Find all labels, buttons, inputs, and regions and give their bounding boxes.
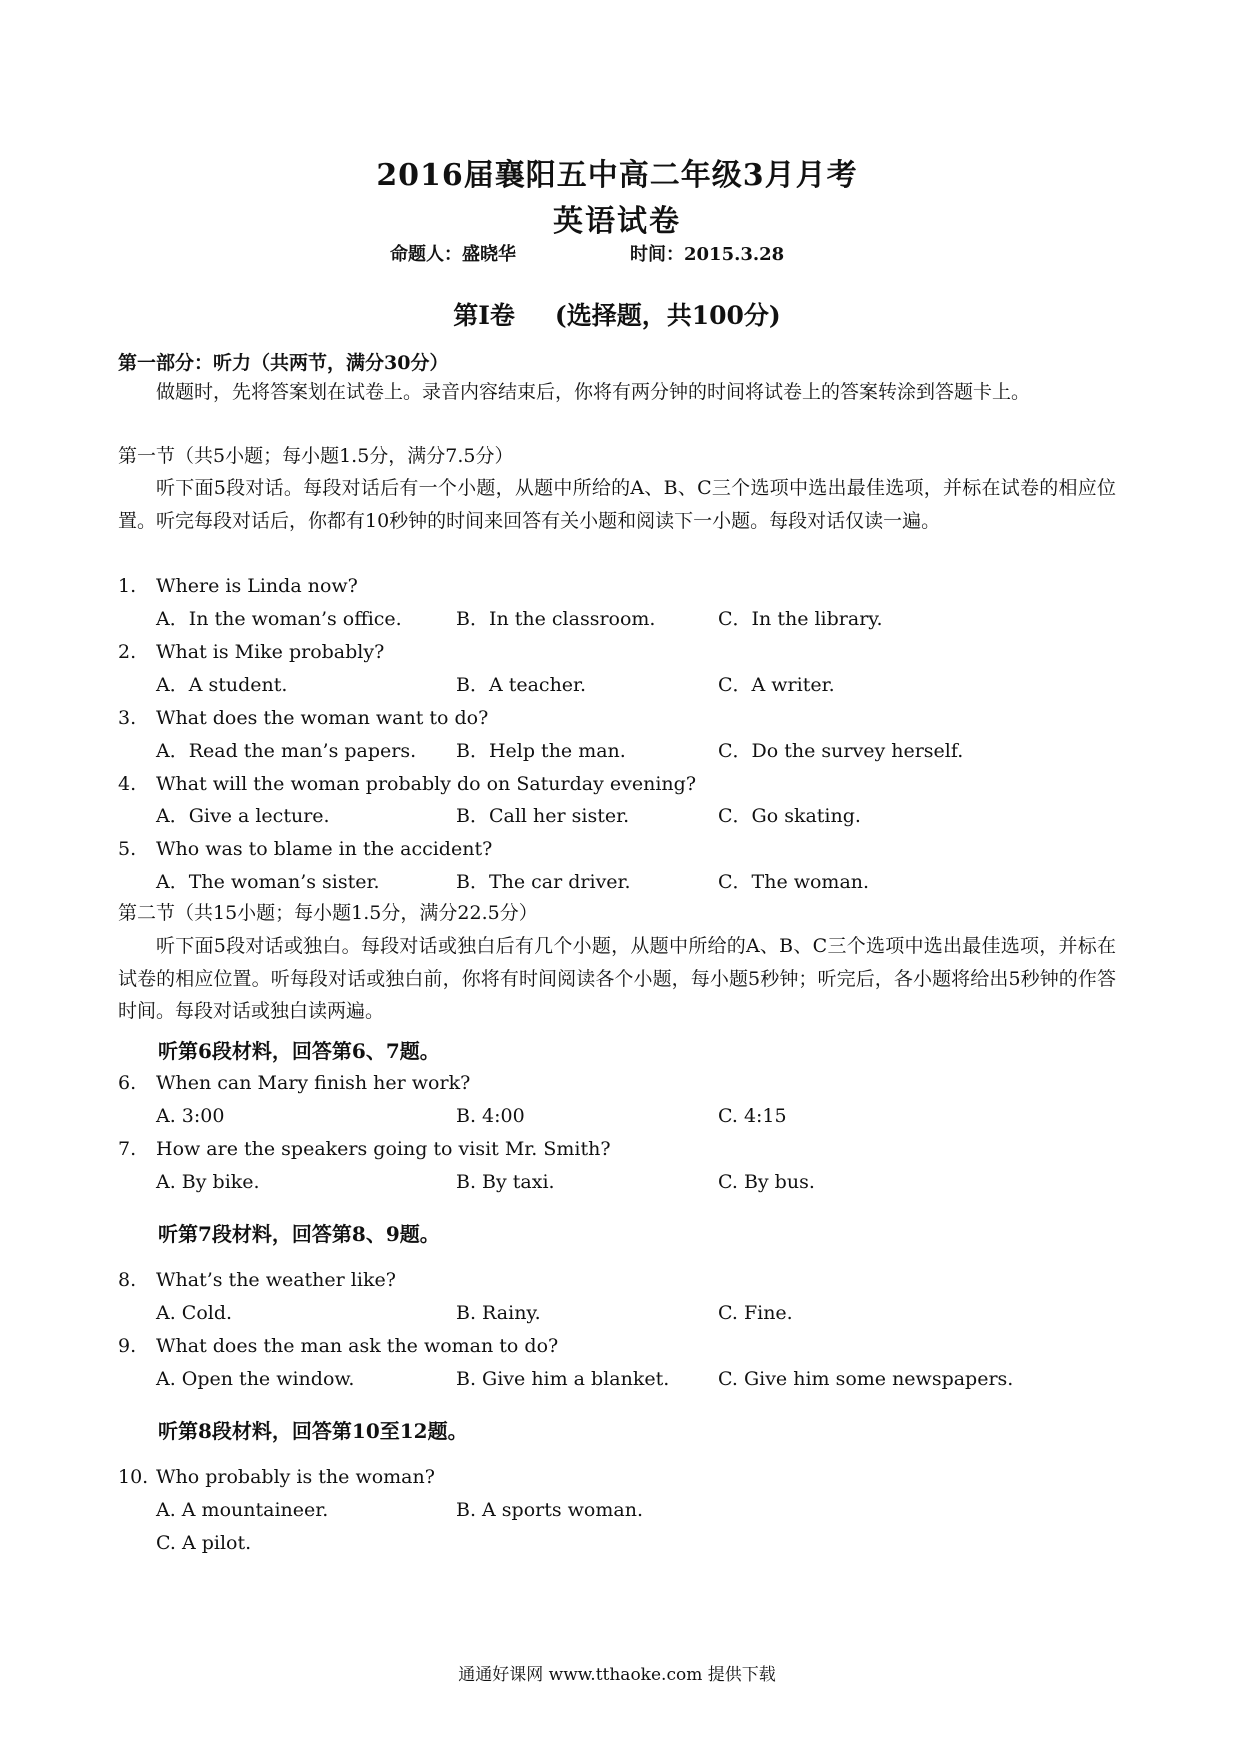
option-b: B. Give him a blanket. [456,1368,670,1390]
option-a: A. Open the window. [156,1368,355,1390]
question-8 [118,1267,396,1293]
options-7 [156,1169,1056,1195]
part1-instruction: 做题时，先将答案划在试卷上。录音内容结束后，你将有两分钟的时间将试卷上的答案转涂到答题卡上。 [156,381,1031,403]
question-text: What does the man ask the woman to do? [156,1335,559,1357]
exam-date: 时间：2015.3.28 [630,244,785,265]
option-a: A. Cold. [156,1302,233,1324]
option-a: A．The woman’s sister. [156,871,380,893]
question-text: How are the speakers going to visit Mr. Smith? [156,1138,611,1160]
option-b: B．Help the man. [456,740,626,762]
option-b: B．In the classroom. [456,608,656,630]
material-6-heading: 听第6段材料，回答第6、7题。 [158,1039,440,1063]
question-number: 4. [118,773,137,795]
section2-heading: 第二节（共15小题；每小题1.5分，满分22.5分） [118,902,538,924]
question-number: 10. [118,1466,149,1488]
question-number: 9. [118,1335,137,1357]
question-text: What does the woman want to do? [156,707,489,729]
question-text: When can Mary finish her work? [156,1072,471,1094]
question-text: What’s the weather like? [156,1269,396,1291]
option-c: C．Do the survey herself. [718,740,964,762]
options-10 [156,1497,1056,1523]
question-10 [118,1464,435,1490]
option-b: B．Call her sister. [456,805,630,827]
option-a: A. 3:00 [156,1105,225,1127]
options-1 [156,606,1056,632]
section1-heading: 第一节（共5小题；每小题1.5分，满分7.5分） [118,445,514,467]
question-number: 8. [118,1269,137,1291]
question-number: 3. [118,707,137,729]
option-a: A．Give a lecture. [156,805,330,827]
material-8-heading: 听第8段材料，回答第10至12题。 [158,1419,468,1443]
option-a: A. By bike. [156,1171,260,1193]
material-7-heading: 听第7段材料，回答第8、9题。 [158,1222,440,1246]
option-b: B．The car driver. [456,871,631,893]
option-a: A．A student. [156,674,288,696]
question-7 [118,1136,611,1162]
question-number: 2. [118,641,137,663]
options-3 [156,738,1056,764]
byline [390,240,785,266]
question-4 [118,771,696,797]
option-c: C. Fine. [718,1302,793,1324]
question-5 [118,836,492,862]
option-b: B. Rainy. [456,1302,541,1324]
question-text: Who probably is the woman? [156,1466,435,1488]
author: 命题人：盛晓华 [390,244,516,265]
question-text: Who was to blame in the accident? [156,838,493,860]
option-a: A. A mountaineer. [156,1499,329,1521]
question-text: What is Mike probably? [156,641,385,663]
volume-name: 第Ⅰ卷 [453,301,515,330]
options-8 [156,1300,1056,1326]
question-9 [118,1333,558,1359]
options-6 [156,1103,1056,1129]
exam-subtitle: 英语试卷 [553,204,681,239]
question-2 [118,639,384,665]
option-b: B. 4:00 [456,1105,525,1127]
question-text: What will the woman probably do on Saturday evening? [156,773,697,795]
question-number: 1. [118,575,137,597]
options-2 [156,672,1056,698]
footer-download-note: 通通好课网 www.tthaoke.com 提供下载 [458,1665,776,1685]
section2-instruction: 听下面5段对话或独白。每段对话或独白后有几个小题，从题中所给的A、B、C三个选项中选出最佳选项，并标在试卷的相应位置。听每段对话或独白前，你将有时间阅读各个小题，每小题5秒钟；听完后，各小题将给出5秒钟的作答时间。每段对话或独白读两遍。 [118,935,1116,1022]
option-c: C．A writer. [718,674,835,696]
exam-title: 2016届襄阳五中高二年级3月月考 [376,158,858,193]
question-3 [118,705,488,731]
options-5 [156,869,1056,895]
option-c: C．The woman. [718,871,870,893]
option-c: C．In the library. [718,608,883,630]
question-number: 5. [118,838,137,860]
question-number: 7. [118,1138,137,1160]
section1-instruction: 听下面5段对话。每段对话后有一个小题，从题中所给的A、B、C三个选项中选出最佳选项，并标在试卷的相应位置。听完每段对话后，你都有10秒钟的时间来回答有关小题和阅读下一小题。每段对话仅读一遍。 [118,477,1116,532]
question-6 [118,1070,470,1096]
option-b: B. By taxi. [456,1171,555,1193]
option-a: A．Read the man’s papers. [156,740,417,762]
option-b: B. A sports woman. [456,1499,643,1521]
question-text: Where is Linda now? [156,575,358,597]
volume-desc: (选择题，共100分) [554,301,781,330]
volume-header [0,296,1234,332]
question-number: 6. [118,1072,137,1094]
option-b: B．A teacher. [456,674,587,696]
options-4 [156,803,1056,829]
options-9 [156,1366,1056,1392]
option-c: C. 4:15 [718,1105,787,1127]
part1-heading: 第一部分：听力（共两节，满分30分） [118,352,449,374]
question-1 [118,573,358,599]
option-c: C．Go skating. [718,805,861,827]
option-c: C. By bus. [718,1171,815,1193]
options-10-row2 [156,1530,1056,1556]
option-c: C. A pilot. [156,1532,252,1554]
option-c: C. Give him some newspapers. [718,1368,1014,1390]
option-a: A．In the woman’s office. [156,608,402,630]
